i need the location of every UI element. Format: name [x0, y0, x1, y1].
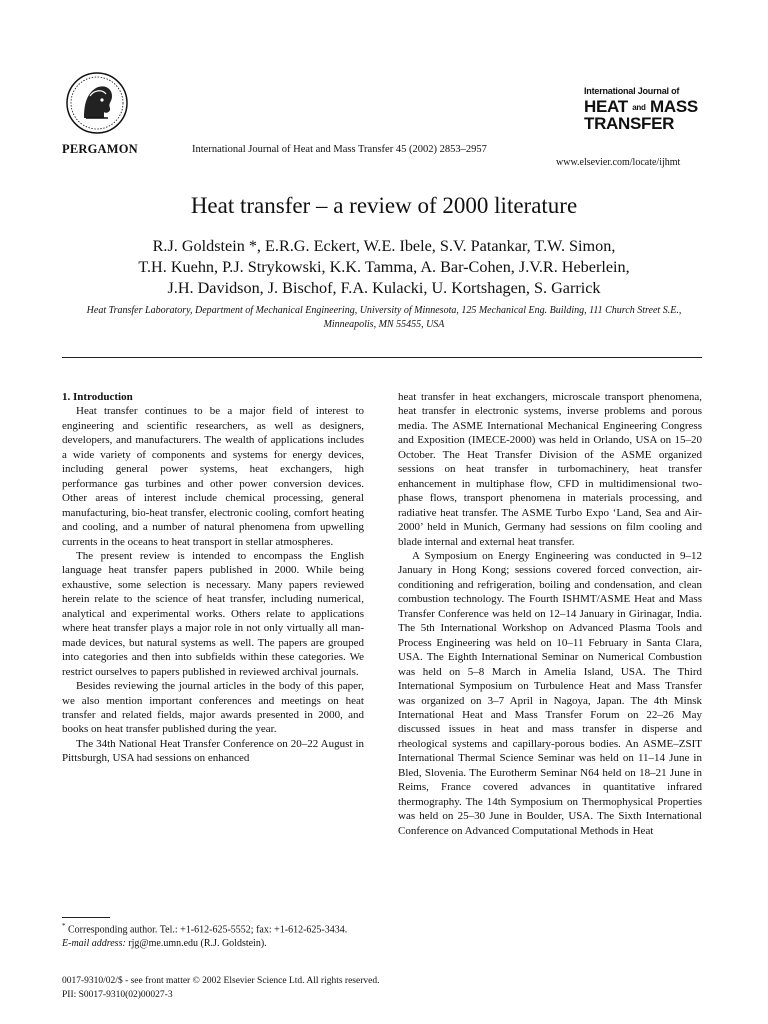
journal-url[interactable]: www.elsevier.com/locate/ijhmt: [556, 157, 681, 168]
header-divider: [62, 357, 702, 358]
corresponding-author-note: Corresponding author. Tel.: +1-612-625-5552; fax: +1-612-625-3434.: [68, 924, 348, 936]
authors-line-3: J.H. Davidson, J. Bischof, F.A. Kulacki, U. Kortshagen, S. Garrick: [167, 279, 601, 297]
pii: PII: S0017-9310(02)00027-3: [62, 989, 173, 1000]
issn-copyright: 0017-9310/02/$ - see front matter © 2002 Elsevier Science Ltd. All rights reserved.: [62, 976, 380, 986]
journal-logo: [584, 86, 714, 132]
body-paragraph: A Symposium on Energy Engineering was conducted in 9–12 January in Hong Kong; sessions covered forced convection, air-conditioning and refrigeration, boiling and condensation, and clean combustion technology. The Fourth ISHMT/ASME Heat and Mass Transfer Conference was held on 12–14 January in Girinagar, India. The 5th International Workshop on Advanced Plasma Tools and Process Engineering was held on 10–11 February in Santa Clara, USA. The Eighth International Seminar on Numerical Combustion was held on 5–8 March in Amelia Island, USA. The Third International Symposium on Turbulence Heat and Mass Transfer was organized on 3–7 April in Nagoya, Japan. The 4th Minsk International Heat and Mass Transfer Forum on 22–26 May discussed issues in heat and mass transfer in disperse and rheological systems and capillary-porous bodies. An ASME–ZSIT International Thermal Science Seminar was held on 11–14 June in Bled, Slovenia. The Eurotherm Seminar N64 held on 18–21 June in Reims, France covered advances in quantitative infrared thermography. The 14th Symposium on Thermophysical Properties was held on 25–30 June in Boulder, USA. The Sixth International Conference on Advanced Computational Methods in Heat: [398, 549, 702, 837]
body-paragraph: Heat transfer continues to be a major field of interest to engineering and scientific researchers, as well as designers, developers, and manufacturers. The wealth of applications includes a wide variety of components and systems for energy devices, including general power systems, heat exchangers, high performance gas turbines and other power conversion devices. Other areas of interest include chemical processing, general manufacturing, bio-heat transfer, electronic cooling, comfort heating and cooling, and a number of natural phenomena from upwelling currents in the oceans to heat transport in stellar atmospheres.: [62, 405, 364, 548]
footnote-divider: [62, 917, 110, 918]
email-address[interactable]: rjg@me.umn.edu (R.J. Goldstein).: [128, 937, 267, 949]
body-paragraph: The 34th National Heat Transfer Conference on 20–22 August in Pittsburgh, USA had sessions on enhanced: [62, 737, 364, 765]
article-title: Heat transfer – a review of 2000 literature: [190, 193, 578, 218]
bottom-matter: [62, 975, 379, 1002]
body-paragraph: Besides reviewing the journal articles in the body of this paper, we also mention important conferences and meetings on heat transfer and related fields, major awards presented in 2000, and books on heat transfer published during the year.: [62, 680, 364, 736]
pergamon-seal-logo: [66, 72, 128, 134]
footnote: [62, 920, 364, 950]
journal-logo-line3: TRANSFER: [584, 114, 675, 134]
body-paragraph: The present review is intended to encompass the English language heat transfer papers published in 2000. While being exhaustive, some selection is necessary. Many papers reviewed herein relate to the science of heat transfer, including numerical, analytical and experimental works. Others relate to applications where heat transfer plays a major role in not only virtually all man-made devices, but natural systems as well. The papers are grouped into categories and then into subfields within these categories. We restrict ourselves to papers published in reviewed archival journals.: [62, 549, 364, 678]
publisher-name: PERGAMON: [62, 142, 138, 156]
author-list: [40, 236, 728, 299]
left-column: [62, 390, 364, 766]
authors-line-1: R.J. Goldstein *, E.R.G. Eckert, W.E. Ibele, S.V. Patankar, T.W. Simon,: [152, 237, 616, 255]
journal-citation: International Journal of Heat and Mass Transfer 45 (2002) 2853–2957: [192, 144, 487, 155]
authors-line-2: T.H. Kuehn, P.J. Strykowski, K.K. Tamma, A. Bar-Cohen, J.V.R. Heberlein,: [138, 258, 630, 276]
journal-logo-mass: MASS: [650, 97, 698, 116]
right-column: [398, 390, 702, 838]
journal-logo-heat: HEAT: [584, 97, 628, 116]
journal-logo-line1: International Journal of: [584, 86, 680, 96]
email-label: E-mail address:: [62, 937, 126, 949]
footnote-marker: *: [62, 922, 66, 930]
section-heading: 1. Introduction: [62, 391, 133, 403]
affiliation: Heat Transfer Laboratory, Department of Mechanical Engineering, University of Minnesota, 125 Mechanical Eng. Building, 111 Church Street S.E., Minneapolis, MN 55455, USA: [86, 305, 682, 330]
body-paragraph: heat transfer in heat exchangers, microscale transport phenomena, heat transfer in electronic systems, inverse problems and porous media. The ASME International Mechanical Engineering Congress and Exposition (IMECE-2000) was held in Orlando, USA on 15–20 October. The Heat Transfer Division of the ASME organized sessions on heat transfer in turbomachinery, heat transfer enhancement in multiphase flow, CFD in multidimensional two-phase flows, transport phenomena in materials processing, and radiative heat transfer. The ASME Turbo Expo ‘Land, Sea and Air-2000’ held in Munich, Germany had sessions on film cooling and blade internal and external heat transfer.: [398, 391, 702, 548]
journal-logo-and: and: [632, 103, 646, 113]
